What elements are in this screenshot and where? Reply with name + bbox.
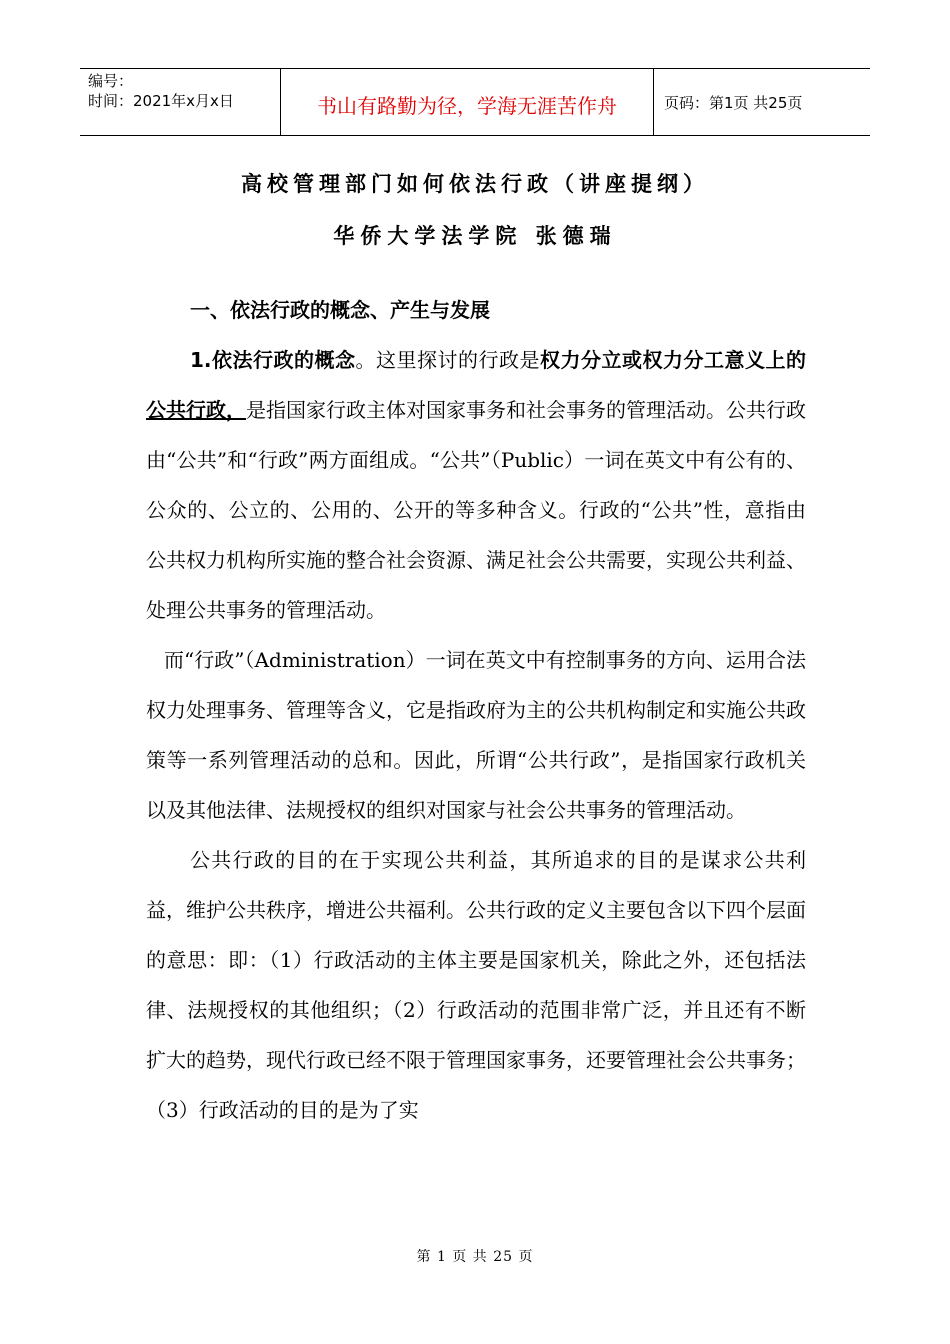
header-table: [80, 68, 870, 136]
header-page-cell: [654, 69, 870, 135]
paragraph-1-bold: 权力分立或权力分工意义上的: [540, 348, 807, 372]
document-author: 华侨大学法学院 张德瑞: [333, 223, 617, 248]
paragraph-3: 公共行政的目的在于实现公共利益，其所追求的目的是谋求公共利益，维护公共秩序，增进公共福利。公共行政的定义主要包含以下四个层面的意思：即：（1）行政活动的主体主要是国家机关，除此之外，还包括法律、法规授权的其他组织；（2）行政活动的范围非常广泛，并且还有不断扩大的趋势，现代行政已经不限于管理国家事务，还要管理社会公共事务；（3）行政活动的目的是为了实: [146, 848, 806, 1122]
page-info: 页码：第1页 共25页: [664, 93, 803, 112]
date-label: 时间：2021年x月x日: [88, 92, 234, 110]
paragraph-1-lead: 1.依法行政的概念: [190, 348, 356, 372]
page-footer: 第 1 页 共 25 页: [416, 1249, 534, 1265]
header-meta-cell: [80, 69, 281, 135]
code-label: 编号：: [88, 72, 134, 90]
document-title: 高校管理部门如何依法行政（讲座提纲）: [241, 171, 709, 196]
paragraph-2: 而“行政”（Administration）一词在英文中有控制事务的方向、运用合法权力处理事务、管理等含义，它是指政府为主的公共机构制定和实施公共政策等一系列管理活动的总和。因此，所谓“公共行政”，是指国家行政机关以及其他法律、法规授权的组织对国家与社会公共事务的管理活动。: [146, 648, 806, 822]
paragraph-1-text-a: 。这里探讨的行政是: [355, 348, 541, 372]
document-body: [146, 285, 806, 1135]
section-heading: 一、依法行政的概念、产生与发展: [190, 298, 490, 322]
motto-text: 书山有路勤为径，学海无涯苦作舟: [317, 93, 617, 118]
paragraph-1-bold-underline: 公共行政，: [146, 398, 246, 422]
paragraph-1: [146, 335, 806, 635]
header-motto-cell: [281, 69, 654, 135]
paragraph-1-text-b: 是指国家行政主体对国家事务和社会事务的管理活动。公共行政由“公共”和“行政”两方面组成。“公共”（Public）一词在英文中有公有的、公众的、公立的、公用的、公开的等多种含义。行政的“公共”性，意指由公共权力机构所实施的整合社会资源、满足社会公共需要，实现公共利益、处理公共事务的管理活动。: [146, 398, 806, 622]
